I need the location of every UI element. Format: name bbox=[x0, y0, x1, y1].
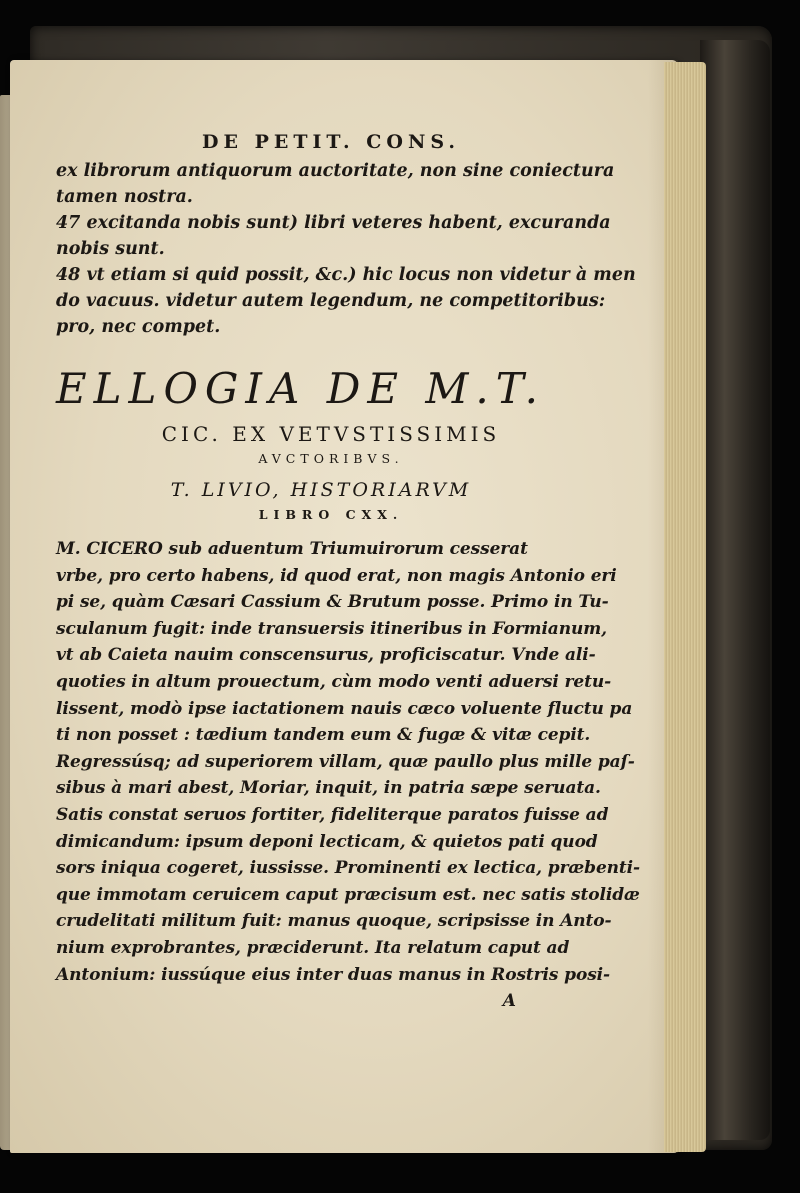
book-spine-edge bbox=[700, 40, 770, 1140]
source-heading: T. LIVIO, HISTORIARVM bbox=[170, 479, 472, 501]
source-book: LIBRO CXX. bbox=[258, 507, 404, 522]
note-line: do vacuus. videtur autem legendum, ne competitoribus: bbox=[56, 291, 606, 311]
text-line: sculanum fugit: inde transuersis itineribus in Formianum, bbox=[56, 618, 607, 639]
body-text bbox=[56, 536, 640, 988]
page-text bbox=[56, 128, 640, 1014]
note-line: tamen nostra. bbox=[56, 187, 193, 207]
note-line: ex librorum antiquorum auctoritate, non sine coniectura bbox=[56, 161, 615, 181]
note-line: pro, nec compet. bbox=[56, 317, 221, 337]
text-line: sibus à mari abest, Moriar, inquit, in patria sæpe seruata. bbox=[56, 778, 601, 799]
text-line: Regressúsq; ad superiorem villam, quæ paullo plus mille paſ- bbox=[56, 751, 635, 772]
text-line: lissent, modò ipse iactationem nauis cæco voluente fluctu pa bbox=[56, 698, 633, 719]
text-line: nium exprobrantes, præciderunt. Ita relatum caput ad bbox=[56, 937, 570, 958]
section-title: ELLOGIA DE M.T. bbox=[56, 364, 545, 413]
text-line: Satis constat seruos fortiter, fideliterque paratos fuisse ad bbox=[56, 804, 609, 825]
note-line: 47 excitanda nobis sunt) libri veteres habent, excuranda bbox=[56, 213, 611, 233]
text-line: quoties in altum prouectum, cùm modo venti aduersi retu- bbox=[56, 671, 612, 692]
note-line: 48 vt etiam si quid possit, &c.) hic locus non videtur à men bbox=[56, 265, 636, 285]
text-line: dimicandum: ipsum deponi lecticam, & quietos pati quod bbox=[56, 831, 598, 852]
text-line: pi se, quàm Cæsari Cassium & Brutum posse. Primo in Tu- bbox=[56, 592, 609, 613]
note-line: nobis sunt. bbox=[56, 239, 165, 259]
text-line: ti non posset : tædium tandem eum & fugæ & vitæ cepit. bbox=[56, 725, 591, 746]
text-line: sors iniqua cogeret, iussisse. Prominenti ex lectica, præbenti- bbox=[56, 858, 640, 879]
section-subtitle: AVCTORIBVS. bbox=[258, 451, 404, 466]
text-line: crudelitati militum fuit: manus quoque, scripsisse in Anto- bbox=[56, 911, 612, 932]
page-edges bbox=[664, 62, 706, 1152]
text-line: Antonium: iussúque eius inter duas manus in Rostris posi- bbox=[56, 964, 610, 985]
text-line: vrbe, pro certo habens, id quod erat, non magis Antonio eri bbox=[56, 565, 617, 586]
text-line: M. CICERO sub aduentum Triumuirorum cesserat bbox=[56, 539, 528, 559]
section-subtitle: CIC. EX VETVSTISSIMIS bbox=[161, 422, 501, 446]
running-head: DE PETIT. CONS. bbox=[202, 131, 460, 153]
catchword: A bbox=[502, 991, 516, 1012]
text-line: vt ab Caieta nauim conscensurus, proficiscatur. Vnde ali- bbox=[56, 645, 596, 666]
text-line: que immotam ceruicem caput præcisum est. nec satis stolidæ bbox=[56, 884, 640, 905]
annotation-notes bbox=[56, 158, 636, 340]
